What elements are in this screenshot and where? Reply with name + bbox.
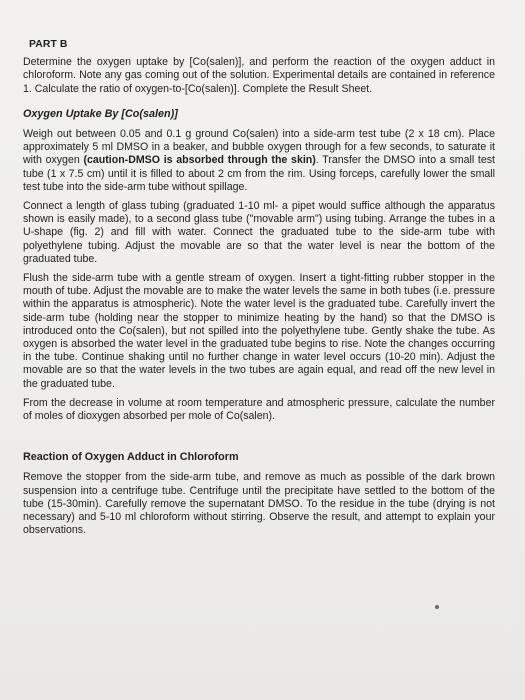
paragraph-weigh-out-start: Weigh out between 0.05 and 0.1 g ground Co(salen) into a side-arm test tube (2 x 18 cm). Place approximately 5 ml DMSO in a beaker, and bubble oxygen through for a few seconds, to saturate it with oxygen	[23, 128, 495, 167]
paragraph-remove-stopper: Remove the stopper from the side-arm tube, and remove as much as possible of the dark brown suspension into a centrifuge tube. Centrifuge until the precipitate have settled to the bottom of the tube (15-30min). Carefully remove the supernatant DMSO. To the residue in the tube (drying is not necessary) and 5-10 ml chloroform without stirring. Observe the result, and attempt to explain your observations.	[23, 471, 495, 537]
paragraph-weigh-out-end: . Transfer the DMSO into a small test tube (1 x 7.5 cm) until it is filled to about 2 cm from the rim. Using forceps, carefully lower the small test tube into the side-arm tube without spillage.	[23, 154, 495, 193]
document-content	[23, 38, 495, 544]
part-heading: PART B	[29, 39, 68, 50]
paragraph-calculate-moles: From the decrease in volume at room temperature and atmospheric pressure, calculate the number of moles of dioxygen absorbed per mole of Co(salen).	[23, 396, 495, 423]
section-title-oxygen-uptake: Oxygen Uptake By [Co(salen)]	[23, 107, 178, 120]
section-title-chloroform-reaction: Reaction of Oxygen Adduct in Chloroform	[23, 451, 239, 464]
page-speck	[435, 605, 439, 609]
caution-note: (caution-DMSO is absorbed through the skin)	[83, 154, 316, 167]
paragraph-connect-tubing: Connect a length of glass tubing (graduated 1-10 ml- a pipet would suffice although the apparatus shown is easily made), to a second glass tube ("movable arm") using tubing. Arrange the tubes in a U-shape (fig. 2) and fill with water. Connect the graduated tube to the side-arm tube with polyethylene tubing. Adjust the movable are so that the water level is near the bottom of the graduated tube.	[23, 200, 495, 265]
intro-paragraph: Determine the oxygen uptake by [Co(salen)], and perform the reaction of the oxygen adduct in chloroform. Note any gas coming out of the solution. Experimental details are contained in reference 1. Calculate the ratio of oxygen-to-[Co(salen)]. Complete the Result Sheet.	[23, 56, 495, 95]
paragraph-weigh-out	[23, 128, 495, 194]
paragraph-flush-tube: Flush the side-arm tube with a gentle stream of oxygen. Insert a tight-fitting rubber stopper in the mouth of tube. Adjust the movable are to make the water levels the same in both tubes (i.e. pressure within the apparatus is atmospheric). Note the water level is the graduated tube. Carefully invert the side-arm tube (holding near the stopper to minimize heating by the hand) so that the DMSO is introduced onto the Co(salen), but not spilled into the polyethylene tube. Gently shake the tube. As oxygen is absorbed the water level in the graduated tube begins to rise. Note the changes occurring in the tube. Continue shaking until no further change in water level occurs (10-20 min). Adjust the movable are so that the water levels in the two tubes are again equal, and read off the new level in the graduated tube.	[23, 272, 495, 390]
